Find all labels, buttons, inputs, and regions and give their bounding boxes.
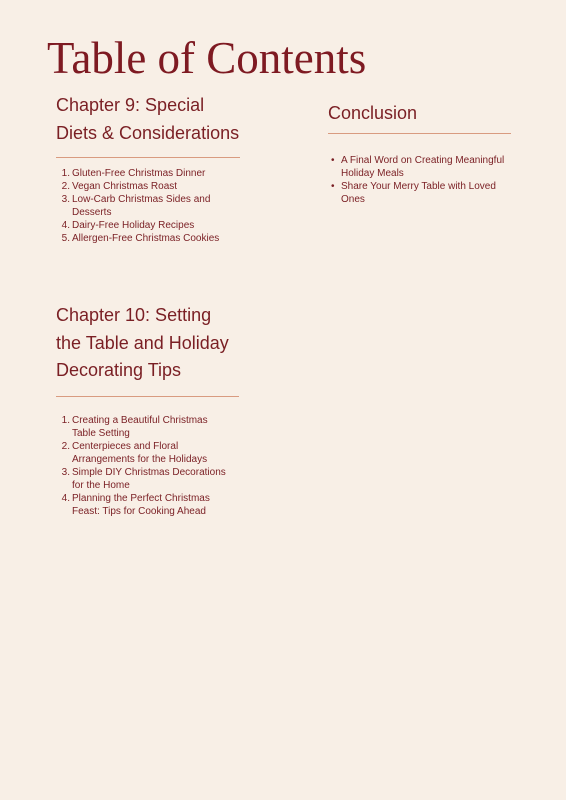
- chapter-10-list: [56, 414, 228, 518]
- list-item: [56, 440, 228, 466]
- chapter-9-list: [56, 167, 226, 245]
- list-item: [56, 180, 226, 193]
- list-item-number: 1.: [61, 414, 70, 426]
- list-item-text: Simple DIY Christmas Decorations for the Home: [72, 466, 226, 491]
- page-title: Table of Contents: [47, 33, 367, 83]
- chapter-9-section: [56, 92, 240, 245]
- list-item-number: 2.: [61, 440, 70, 452]
- chapter-9-heading: Chapter 9: Special Diets & Considerations: [56, 95, 240, 143]
- list-item-text: Planning the Perfect Christmas Feast: Tips for Cooking Ahead: [72, 492, 210, 517]
- chapter-10-section: [56, 302, 240, 518]
- list-item-text: Share Your Merry Table with Loved Ones: [341, 180, 496, 205]
- chapter-9-divider: [56, 157, 240, 158]
- list-item-number: 3.: [61, 466, 70, 478]
- list-item-text: Allergen-Free Christmas Cookies: [72, 233, 220, 244]
- conclusion-list: [328, 154, 508, 206]
- list-item: [56, 492, 228, 518]
- list-item: [56, 167, 226, 180]
- conclusion-section: [328, 100, 511, 206]
- chapter-10-divider: [56, 396, 239, 397]
- list-item-number: 1.: [61, 168, 70, 179]
- list-item: [56, 193, 226, 219]
- list-item-text: Low-Carb Christmas Sides and Desserts: [72, 194, 211, 218]
- conclusion-divider: [328, 133, 511, 134]
- list-item-text: Gluten-Free Christmas Dinner: [72, 168, 206, 179]
- list-item: [328, 154, 508, 180]
- list-item: [56, 219, 226, 232]
- list-item: [56, 466, 228, 492]
- list-item-text: Centerpieces and Floral Arrangements for the Holidays: [72, 440, 208, 465]
- list-item-number: 4.: [61, 492, 70, 504]
- bullet-icon: •: [331, 154, 335, 166]
- conclusion-heading: Conclusion: [328, 103, 418, 123]
- bullet-icon: •: [331, 180, 335, 192]
- list-item: [56, 232, 226, 245]
- list-item: [328, 180, 508, 206]
- list-item-number: 4.: [61, 220, 70, 231]
- chapter-10-heading: Chapter 10: Setting the Table and Holiday Decorating Tips: [56, 305, 229, 380]
- list-item-text: Dairy-Free Holiday Recipes: [72, 220, 195, 231]
- list-item-text: A Final Word on Creating Meaningful Holiday Meals: [341, 154, 505, 179]
- list-item-text: Vegan Christmas Roast: [72, 181, 178, 192]
- list-item-number: 3.: [61, 194, 70, 205]
- list-item-number: 2.: [61, 181, 70, 192]
- list-item: [56, 414, 228, 440]
- list-item-text: Creating a Beautiful Christmas Table Setting: [72, 414, 208, 439]
- list-item-number: 5.: [61, 233, 70, 244]
